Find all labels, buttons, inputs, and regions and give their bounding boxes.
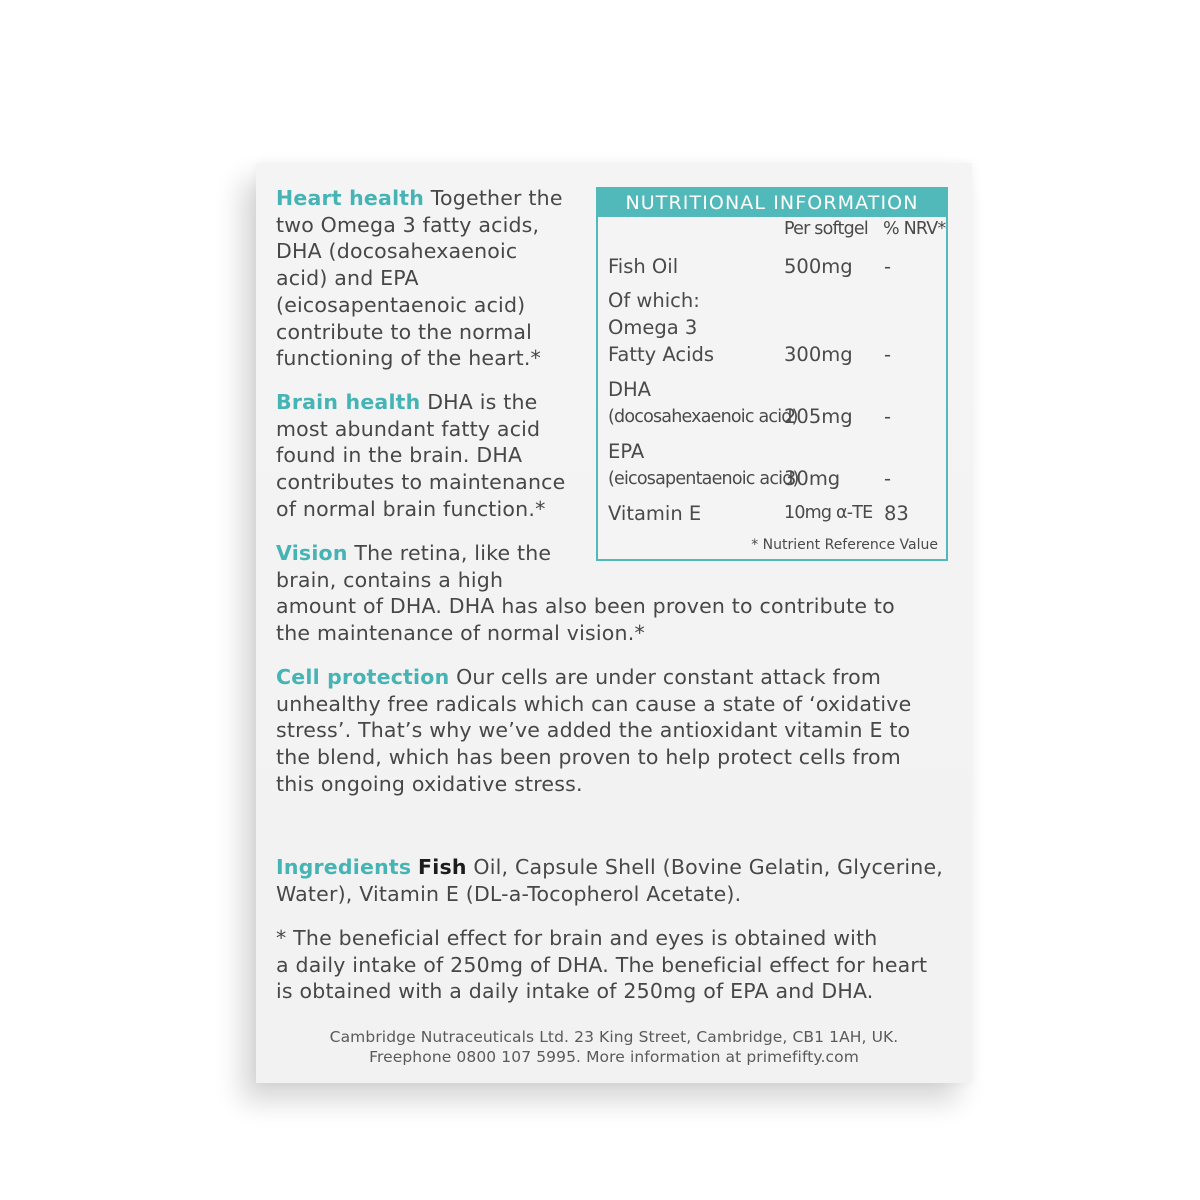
cell-protection-heading: Cell protection — [276, 665, 450, 689]
epa-sub-label: (eicosapentaenoic acid) — [608, 469, 799, 489]
dha-label: DHA — [608, 378, 652, 401]
omega-value: 300mg — [784, 343, 853, 366]
omega-label-2: Fatty Acids — [608, 343, 715, 366]
nutrition-table-title: NUTRITIONAL INFORMATION — [598, 189, 946, 217]
vitamin-e-label: Vitamin E — [608, 502, 702, 525]
fish-oil-nrv: - — [884, 255, 892, 278]
company-address: Cambridge Nutraceuticals Ltd. 23 King Street, Cambridge, CB1 1AH, UK. — [329, 1028, 899, 1046]
dha-value: 205mg — [784, 405, 853, 428]
col-per-softgel: Per softgel — [784, 219, 868, 239]
fish-oil-value: 500mg — [784, 255, 853, 278]
of-which-label: Of which: — [608, 289, 700, 312]
ingredients-paragraph: Ingredients Fish Oil, Capsule Shell (Bovine Gelatin, Glycerine, Water), Vitamin E (DL-a-Tocopherol Acetate). — [276, 855, 943, 906]
epa-nrv: - — [884, 467, 892, 490]
heart-health-heading: Heart health — [276, 186, 425, 210]
vision-paragraph: Vision The retina, like the brain, contains a high amount of DHA. DHA has also been proven to contribute to the maintenance of normal vision.* — [276, 541, 895, 646]
col-nrv: % NRV* — [883, 219, 946, 239]
dha-nrv: - — [884, 405, 892, 428]
ingredients-heading: Ingredients — [276, 855, 412, 879]
disclaimer-paragraph: * The beneficial effect for brain and eyes is obtained with a daily intake of 250mg of DHA. The beneficial effect for heart is obtained with a daily intake of 250mg of EPA and DHA. — [276, 926, 928, 1004]
heart-health-paragraph: Heart health Together the two Omega 3 fatty acids, DHA (docosahexaenoic acid) and EPA (eicosapentaenoic acid) contribute to the normal functioning of the heart.* — [276, 186, 563, 371]
brain-health-paragraph: Brain health DHA is the most abundant fatty acid found in the brain. DHA contributes to maintenance of normal brain function.* — [276, 390, 566, 521]
cell-protection-paragraph: Cell protection Our cells are under constant attack from unhealthy free radicals which can cause a state of ‘oxidative stress’. That’s why we’ve added the antioxidant vitamin E to the blend, which has been proven to help protect cells from this ongoing oxidative stress. — [276, 665, 912, 796]
vitamin-e-nrv: 83 — [884, 502, 909, 525]
brain-health-heading: Brain health — [276, 390, 421, 414]
vision-heading: Vision — [276, 541, 348, 565]
company-contact: Freephone 0800 107 5995. More information at primefifty.com — [369, 1048, 859, 1066]
product-leaflet-card — [256, 163, 972, 1083]
omega-nrv: - — [884, 343, 892, 366]
fish-oil-label: Fish Oil — [608, 255, 679, 278]
nrv-footnote: * Nutrient Reference Value — [751, 537, 938, 553]
omega-label-1: Omega 3 — [608, 316, 698, 339]
vitamin-e-value: 10mg α-TE — [784, 503, 873, 523]
epa-label: EPA — [608, 440, 645, 463]
nutrition-table — [596, 187, 948, 561]
dha-sub-label: (docosahexaenoic acid) — [608, 407, 798, 427]
epa-value: 30mg — [784, 467, 841, 490]
